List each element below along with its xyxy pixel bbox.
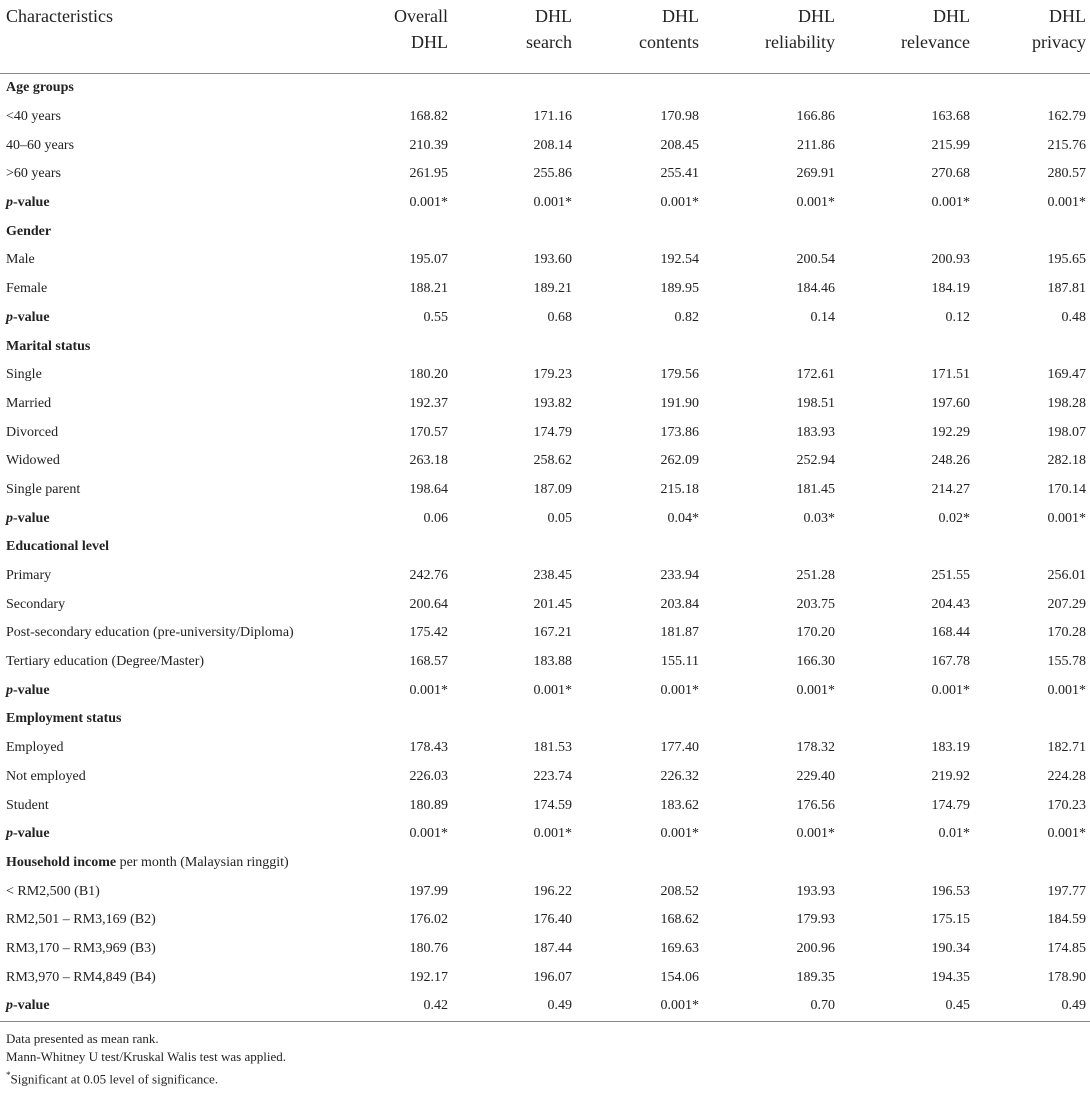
value-cell: 198.51 [796, 395, 835, 411]
value-cell: 188.21 [409, 281, 448, 297]
p-value-cell: 0.001* [409, 682, 448, 698]
p-value-cell: 0.001* [660, 826, 699, 842]
row-label: Tertiary education (Degree/Master) [6, 654, 205, 670]
value-cell: 203.84 [660, 596, 699, 612]
value-cell: 173.86 [660, 424, 699, 440]
value-cell: 248.26 [931, 453, 970, 469]
table-row [0, 935, 1090, 964]
value-cell: 171.51 [931, 367, 970, 383]
value-cell: 226.03 [409, 768, 448, 784]
value-cell: 215.18 [660, 481, 699, 497]
row-label: <40 years [6, 109, 61, 125]
p-value-cell: 0.001* [660, 195, 699, 211]
row-label: Primary [6, 568, 52, 584]
table-footnotes [0, 1022, 1090, 1088]
value-cell: 181.87 [660, 625, 699, 641]
value-cell: 167.78 [931, 654, 970, 670]
header-dhl-relevance: DHL relevance [839, 0, 974, 74]
value-cell: 262.09 [660, 453, 699, 469]
value-cell: 177.40 [660, 740, 699, 756]
header-overall-dhl: Overall DHL [368, 0, 452, 74]
value-cell: 183.62 [660, 797, 699, 813]
p-value-row [0, 676, 1090, 705]
row-label: Male [6, 252, 35, 268]
p-value-label: p-value [6, 510, 50, 526]
value-cell: 168.82 [409, 109, 448, 125]
row-label: Divorced [6, 424, 59, 440]
value-cell: 169.47 [1047, 367, 1086, 383]
value-cell: 192.29 [931, 424, 970, 440]
p-value-cell: 0.03* [803, 510, 835, 526]
p-value-cell: 0.001* [533, 826, 572, 842]
p-value-cell: 0.001* [931, 195, 970, 211]
p-value-cell: 0.001* [931, 682, 970, 698]
p-value-cell: 0.02* [938, 510, 970, 526]
value-cell: 155.11 [661, 654, 699, 670]
value-cell: 229.40 [796, 768, 835, 784]
row-label: Single parent [6, 481, 81, 497]
value-cell: 200.93 [931, 252, 970, 268]
row-label: RM3,170 – RM3,969 (B3) [6, 940, 156, 956]
table-row [0, 590, 1090, 619]
value-cell: 176.02 [409, 912, 448, 928]
table-row [0, 246, 1090, 275]
p-value-cell: 0.70 [703, 992, 839, 1021]
value-cell: 215.76 [1047, 137, 1086, 153]
value-cell: 224.28 [1047, 768, 1086, 784]
value-cell: 219.92 [931, 768, 970, 784]
p-value-cell: 0.06 [423, 510, 448, 526]
section-gender: Gender [6, 223, 52, 239]
value-cell: 184.59 [1047, 912, 1086, 928]
row-label: Employed [6, 740, 64, 756]
value-cell: 193.60 [533, 252, 572, 268]
value-cell: 190.34 [931, 940, 970, 956]
footnote-tests: Mann-Whitney U test/Kruskal Walis test was applied. [6, 1048, 286, 1064]
value-cell: 166.30 [796, 654, 835, 670]
p-value-cell: 0.001* [533, 682, 572, 698]
value-cell: 182.71 [1047, 740, 1086, 756]
row-label: Widowed [6, 453, 60, 469]
table-row [0, 476, 1090, 505]
row-label: < RM2,500 (B1) [6, 883, 100, 899]
value-cell: 280.57 [1047, 166, 1086, 182]
value-cell: 207.29 [1047, 596, 1086, 612]
p-value-row [0, 820, 1090, 849]
p-value-cell: 0.001* [1047, 826, 1086, 842]
value-cell: 170.98 [660, 109, 699, 125]
header-dhl-search: DHL search [452, 0, 576, 74]
value-cell: 174.79 [533, 424, 572, 440]
table-row [0, 619, 1090, 648]
value-cell: 183.88 [533, 654, 572, 670]
value-cell: 178.90 [1047, 969, 1086, 985]
table-row [0, 791, 1090, 820]
value-cell: 181.45 [796, 481, 835, 497]
value-cell: 179.56 [660, 367, 699, 383]
p-value-cell: 0.001* [409, 826, 448, 842]
value-cell: 252.94 [796, 453, 835, 469]
value-cell: 176.56 [796, 797, 835, 813]
value-cell: 238.45 [533, 568, 572, 584]
value-cell: 180.89 [409, 797, 448, 813]
section-marital-status: Marital status [6, 338, 91, 354]
p-value-cell: 0.001* [796, 826, 835, 842]
table-row [0, 648, 1090, 677]
p-value-cell: 0.49 [974, 992, 1090, 1021]
p-value-row [0, 189, 1090, 218]
value-cell: 183.93 [796, 424, 835, 440]
p-value-label: p-value [0, 992, 368, 1021]
p-value-cell: 0.55 [423, 309, 448, 325]
value-cell: 180.20 [409, 367, 448, 383]
value-cell: 208.14 [533, 137, 572, 153]
value-cell: 282.18 [1047, 453, 1086, 469]
value-cell: 198.28 [1047, 395, 1086, 411]
p-value-cell: 0.001* [796, 195, 835, 211]
table-row [0, 275, 1090, 304]
value-cell: 184.46 [796, 281, 835, 297]
value-cell: 170.28 [1047, 625, 1086, 641]
value-cell: 208.45 [660, 137, 699, 153]
value-cell: 187.44 [533, 940, 572, 956]
value-cell: 204.43 [931, 596, 970, 612]
value-cell: 255.41 [660, 166, 699, 182]
section-employment-status: Employment status [6, 711, 122, 727]
p-value-cell: 0.01* [938, 826, 970, 842]
section-educational-level: Educational level [6, 539, 110, 555]
table-row [0, 160, 1090, 189]
table-row [0, 418, 1090, 447]
value-cell: 171.16 [533, 109, 572, 125]
value-cell: 194.35 [931, 969, 970, 985]
value-cell: 174.79 [931, 797, 970, 813]
value-cell: 187.81 [1047, 281, 1086, 297]
table-row [0, 963, 1090, 992]
value-cell: 172.61 [796, 367, 835, 383]
value-cell: 170.57 [409, 424, 448, 440]
row-label: RM2,501 – RM3,169 (B2) [6, 912, 156, 928]
value-cell: 196.07 [533, 969, 572, 985]
value-cell: 175.15 [931, 912, 970, 928]
row-label: 40–60 years [6, 137, 75, 153]
value-cell: 258.62 [533, 453, 572, 469]
value-cell: 256.01 [1047, 568, 1086, 584]
value-cell: 154.06 [660, 969, 699, 985]
value-cell: 198.64 [409, 481, 448, 497]
row-label: >60 years [6, 166, 61, 182]
p-value-cell: 0.001* [1047, 195, 1086, 211]
header-dhl-privacy: DHL privacy [974, 0, 1090, 74]
value-cell: 193.82 [533, 395, 572, 411]
value-cell: 191.90 [660, 395, 699, 411]
value-cell: 201.45 [533, 596, 572, 612]
value-cell: 193.93 [796, 883, 835, 899]
value-cell: 162.79 [1047, 109, 1086, 125]
value-cell: 168.57 [409, 654, 448, 670]
value-cell: 208.52 [660, 883, 699, 899]
value-cell: 251.55 [931, 568, 970, 584]
p-value-label: p-value [6, 195, 50, 211]
value-cell: 261.95 [409, 166, 448, 182]
value-cell: 255.86 [533, 166, 572, 182]
p-value-cell: 0.04* [667, 510, 699, 526]
p-value-row [0, 304, 1090, 333]
p-value-cell: 0.12 [945, 309, 970, 325]
value-cell: 195.07 [409, 252, 448, 268]
value-cell: 166.86 [796, 109, 835, 125]
value-cell: 180.76 [409, 940, 448, 956]
value-cell: 189.35 [796, 969, 835, 985]
value-cell: 179.93 [796, 912, 835, 928]
value-cell: 203.75 [796, 596, 835, 612]
value-cell: 197.77 [1047, 883, 1086, 899]
p-value-cell: 0.001* [660, 682, 699, 698]
value-cell: 200.54 [796, 252, 835, 268]
row-label: Secondary [6, 596, 66, 612]
value-cell: 192.54 [660, 252, 699, 268]
row-label: Post-secondary education (pre-university/Diploma) [6, 625, 294, 641]
value-cell: 163.68 [931, 109, 970, 125]
value-cell: 178.43 [409, 740, 448, 756]
value-cell: 187.09 [533, 481, 572, 497]
section-age-groups: Age groups [6, 80, 74, 96]
table-row [0, 361, 1090, 390]
p-value-cell: 0.001* [576, 992, 703, 1021]
value-cell: 169.63 [660, 940, 699, 956]
p-value-label: p-value [6, 682, 50, 698]
header-row [0, 0, 1090, 74]
value-cell: 214.27 [931, 481, 970, 497]
table-row [0, 131, 1090, 160]
footnote-significance: *Significant at 0.05 level of significance. [6, 1069, 219, 1087]
header-dhl-contents: DHL contents [576, 0, 703, 74]
value-cell: 170.14 [1047, 481, 1086, 497]
value-cell: 269.91 [796, 166, 835, 182]
table-row [0, 562, 1090, 591]
value-cell: 174.85 [1047, 940, 1086, 956]
table-row [0, 447, 1090, 476]
value-cell: 196.53 [931, 883, 970, 899]
value-cell: 192.17 [409, 969, 448, 985]
value-cell: 233.94 [660, 568, 699, 584]
table-row [0, 906, 1090, 935]
p-value-row [0, 504, 1090, 533]
p-value-row [0, 992, 1090, 1021]
footnote-mean-rank: Data presented as mean rank. [6, 1030, 159, 1046]
p-value-cell: 0.001* [1047, 682, 1086, 698]
value-cell: 181.53 [533, 740, 572, 756]
p-value-cell: 0.68 [547, 309, 572, 325]
value-cell: 226.32 [660, 768, 699, 784]
p-value-cell: 0.48 [1061, 309, 1086, 325]
p-value-cell: 0.001* [796, 682, 835, 698]
table-row [0, 734, 1090, 763]
p-value-cell: 0.001* [533, 195, 572, 211]
value-cell: 200.64 [409, 596, 448, 612]
value-cell: 270.68 [931, 166, 970, 182]
value-cell: 170.23 [1047, 797, 1086, 813]
p-value-cell: 0.001* [1047, 510, 1086, 526]
value-cell: 155.78 [1047, 654, 1086, 670]
row-label: Single [6, 367, 42, 383]
value-cell: 168.62 [660, 912, 699, 928]
value-cell: 184.19 [931, 281, 970, 297]
value-cell: 196.22 [533, 883, 572, 899]
table-row [0, 103, 1090, 132]
value-cell: 167.21 [533, 625, 572, 641]
row-label: Student [6, 797, 49, 813]
value-cell: 168.44 [931, 625, 970, 641]
p-value-cell: 0.05 [547, 510, 572, 526]
value-cell: 263.18 [409, 453, 448, 469]
p-value-cell: 0.001* [409, 195, 448, 211]
row-label: Married [6, 395, 52, 411]
value-cell: 198.07 [1047, 424, 1086, 440]
value-cell: 197.60 [931, 395, 970, 411]
value-cell: 200.96 [796, 940, 835, 956]
row-label: Female [6, 281, 48, 297]
table-row [0, 390, 1090, 419]
p-value-cell: 0.45 [839, 992, 974, 1021]
p-value-cell: 0.42 [368, 992, 452, 1021]
value-cell: 192.37 [409, 395, 448, 411]
value-cell: 170.20 [796, 625, 835, 641]
value-cell: 195.65 [1047, 252, 1086, 268]
value-cell: 223.74 [533, 768, 572, 784]
value-cell: 211.86 [797, 137, 835, 153]
value-cell: 175.42 [409, 625, 448, 641]
header-characteristics: Characteristics [0, 0, 368, 74]
p-value-label: p-value [6, 826, 50, 842]
header-dhl-reliability: DHL reliability [703, 0, 839, 74]
value-cell: 215.99 [931, 137, 970, 153]
value-cell: 176.40 [533, 912, 572, 928]
value-cell: 251.28 [796, 568, 835, 584]
value-cell: 183.19 [931, 740, 970, 756]
value-cell: 242.76 [409, 568, 448, 584]
value-cell: 189.95 [660, 281, 699, 297]
row-label: RM3,970 – RM4,849 (B4) [6, 969, 156, 985]
p-value-cell: 0.14 [810, 309, 835, 325]
table-row [0, 763, 1090, 792]
section-household-income: Household income per month (Malaysian ringgit) [6, 854, 289, 870]
value-cell: 179.23 [533, 367, 572, 383]
value-cell: 189.21 [533, 281, 572, 297]
p-value-cell: 0.82 [674, 309, 699, 325]
value-cell: 178.32 [796, 740, 835, 756]
value-cell: 174.59 [533, 797, 572, 813]
value-cell: 197.99 [409, 883, 448, 899]
table-row [0, 877, 1090, 906]
value-cell: 210.39 [409, 137, 448, 153]
p-value-cell: 0.49 [452, 992, 576, 1021]
p-value-label: p-value [6, 309, 50, 325]
row-label: Not employed [6, 768, 86, 784]
